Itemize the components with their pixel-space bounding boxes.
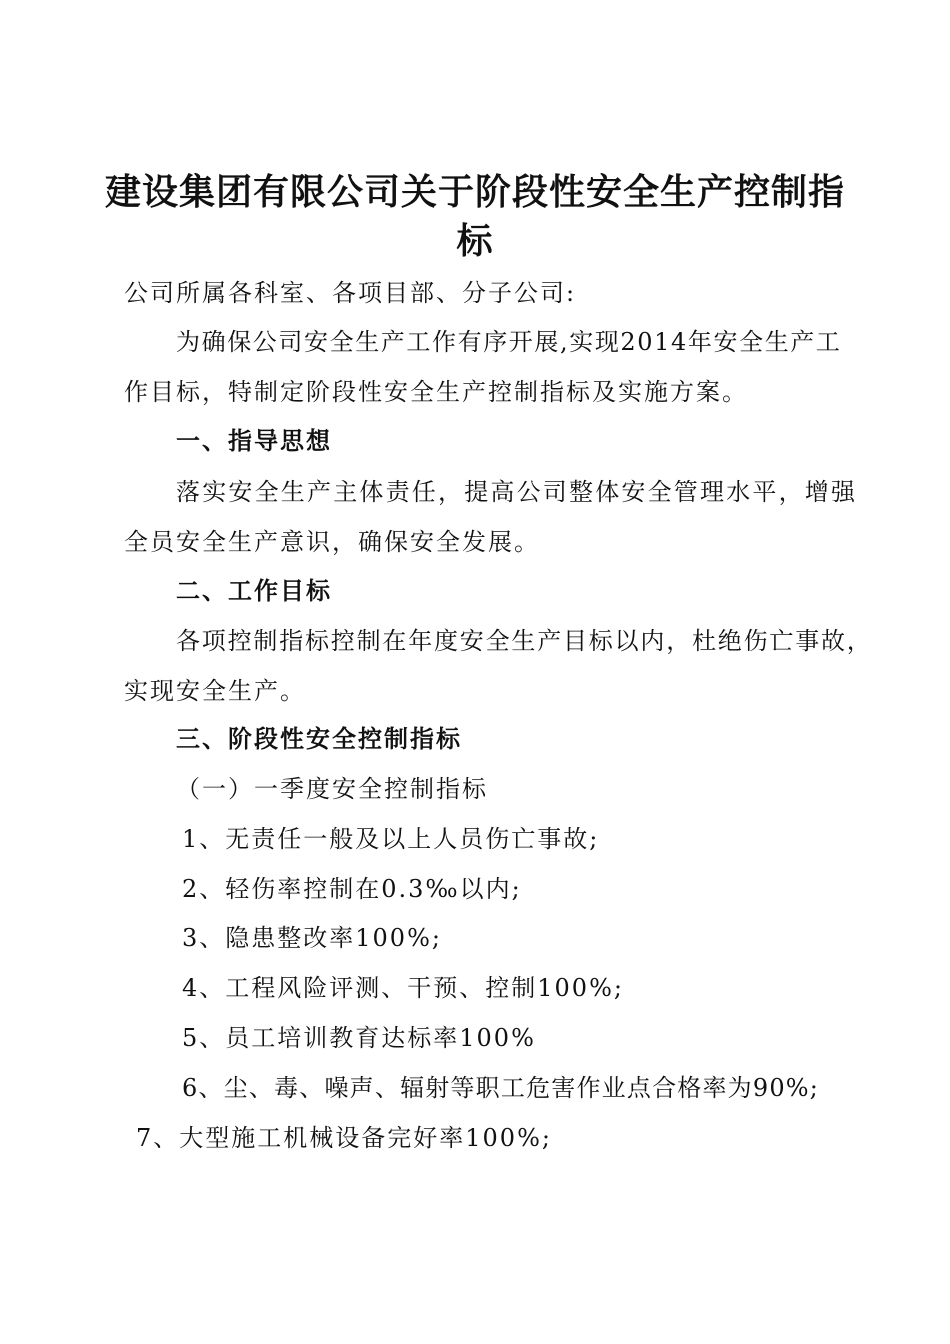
section1-paragraph-line-1: 落实安全生产主体责任，提高公司整体安全管理水平，增强 (176, 478, 858, 506)
list-item: 5、员工培训教育达标率100% (182, 1024, 536, 1052)
section-heading-work-goals: 二、工作目标 (176, 577, 332, 605)
salutation: 公司所属各科室、各项目部、分子公司: (124, 279, 577, 307)
list-item: 2、轻伤率控制在0.3‰以内; (182, 875, 522, 903)
intro-paragraph-line-1: 为确保公司安全生产工作有序开展,实现2014年安全生产工 (176, 328, 842, 356)
section-heading-guiding-thought: 一、指导思想 (176, 427, 332, 455)
document-title-line-2: 标 (456, 221, 494, 262)
section2-paragraph-line-1: 各项控制指标控制在年度安全生产目标以内，杜绝伤亡事故， (176, 627, 873, 655)
document-title-line-1: 建设集团有限公司关于阶段性安全生产控制指 (104, 172, 845, 213)
list-item: 4、工程风险评测、干预、控制100%; (182, 974, 624, 1002)
section2-paragraph-line-2: 实现安全生产。 (124, 677, 306, 705)
list-item: 3、隐患整改率100%; (182, 924, 442, 952)
list-item: 7、大型施工机械设备完好率100%; (136, 1124, 552, 1152)
subsection-heading-q1: （一）一季度安全控制指标 (176, 775, 488, 803)
list-item: 1、无责任一般及以上人员伤亡事故; (182, 825, 600, 853)
section1-paragraph-line-2: 全员安全生产意识，确保安全发展。 (124, 528, 540, 556)
section-heading-control-indicators: 三、阶段性安全控制指标 (176, 725, 462, 753)
intro-paragraph-line-2: 作目标，特制定阶段性安全生产控制指标及实施方案。 (124, 378, 748, 406)
list-item: 6、尘、毒、噪声、辐射等职工危害作业点合格率为90%; (182, 1074, 820, 1102)
